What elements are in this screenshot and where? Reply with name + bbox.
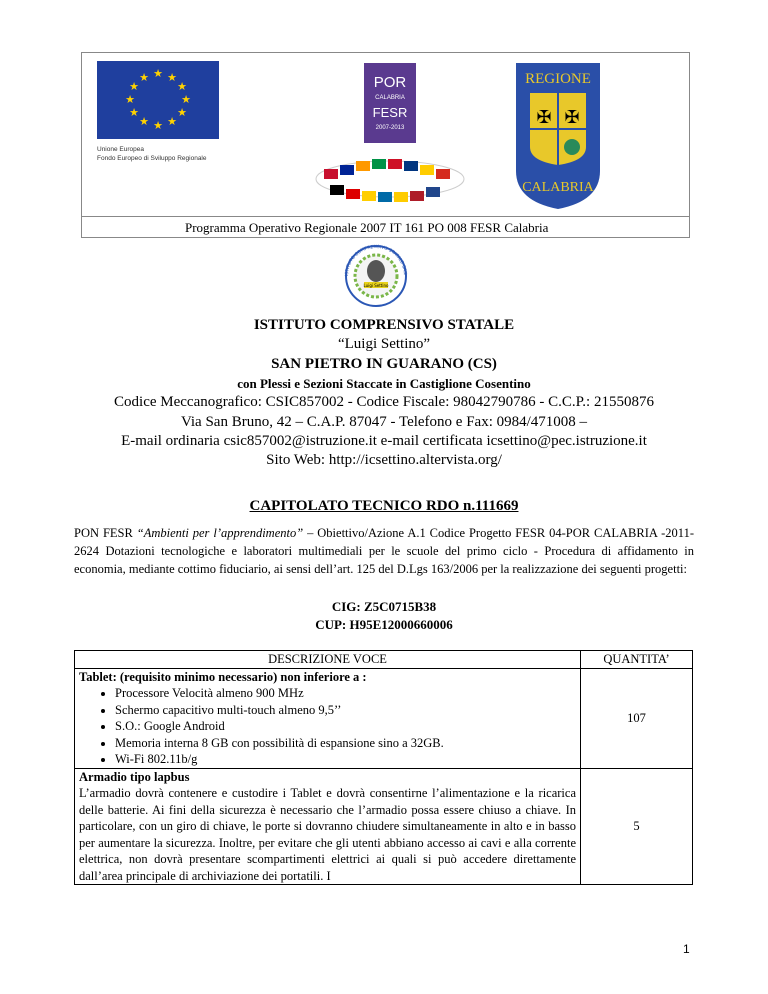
intro-rest: – Obiettivo/Azione A.1 Codice Progetto FESR 04-POR CALABRIA -2011-2624 Dotazioni tecnologiche e laboratori multimediali per le scuole del primo ciclo - Procedura di affidamento in economia, mediante cottimo fiduciario, ai sensi dell’art. 125 del D.Lgs 163/2006 per la realizzazione dei seguenti progetti:: [74, 526, 694, 576]
table-header-row: [75, 651, 693, 669]
svg-text:★: ★: [177, 80, 187, 93]
spec-list: [79, 685, 576, 768]
header-quantity: QUANTITA’: [581, 651, 693, 669]
intro-prefix: PON FESR: [74, 526, 137, 540]
svg-text:CALABRIA: CALABRIA: [522, 180, 594, 195]
svg-text:★: ★: [153, 67, 163, 80]
document-title: CAPITOLATO TECNICO RDO n.111669: [249, 498, 519, 514]
list-item: • S.O.: Google Android: [115, 718, 576, 735]
svg-text:FESR: FESR: [372, 105, 408, 120]
eu-flag-icon: [97, 61, 219, 139]
eu-caption-line-1: Unione Europea: [97, 146, 144, 153]
intro-italic: “Ambienti per l’apprendimento”: [136, 526, 304, 540]
eu-caption: [97, 145, 219, 163]
svg-text:★: ★: [167, 71, 177, 84]
school-town: SAN PIETRO IN GUARANO (CS): [271, 356, 497, 372]
svg-text:★: ★: [129, 80, 139, 93]
svg-text:2007-2013: 2007-2013: [375, 125, 405, 131]
svg-text:CALABRIA: CALABRIA: [375, 95, 405, 101]
eu-caption-line-2: Fondo Europeo di Sviluppo Regionale: [97, 155, 207, 162]
svg-text:✠: ✠: [564, 107, 580, 128]
cig-code: CIG: Z5C0715B38: [331, 599, 437, 614]
table-row: [75, 668, 693, 768]
list-item: • Wi-Fi 802.11b/g: [115, 751, 576, 768]
items-table: [74, 650, 693, 885]
school-dedication: “Luigi Settino”: [337, 336, 431, 352]
header-banner: [81, 52, 690, 238]
por-text: POR: [373, 74, 407, 91]
school-emails: E-mail ordinaria csic857002@istruzione.it e-mail certificata icsettino@pec.istruzione.it: [121, 433, 647, 449]
school-address: Via San Bruno, 42 – C.A.P. 87047 - Telefono e Fax: 0984/471008 –: [180, 414, 588, 430]
item-quantity: 107: [581, 668, 693, 768]
svg-text:REGIONE: REGIONE: [525, 71, 591, 87]
regione-calabria-logo: [512, 61, 604, 211]
por-fesr-logo: [310, 61, 470, 211]
item-description-cell: [75, 668, 581, 768]
svg-text:✠: ✠: [536, 107, 552, 128]
item-title: Tablet: (requisito minimo necessario) non inferiore a :: [79, 669, 367, 684]
school-website: Sito Web: http://icsettino.altervista.org/: [266, 452, 502, 468]
school-branches: con Plessi e Sezioni Staccate in Castiglione Cosentino: [237, 376, 531, 391]
item-text: L’armadio dovrà contenere e custodire i Tablet e dovrà consentirne l’alimentazione e la ricarica delle batterie. Ai fini della sicurezza è necessario che l’armadio possa essere chiuso a chiave. In particolare, con un giro di chiave, le porte si dovranno chiudere simultaneamente in alto e in basso per aumentare la sicurezza. Inoltre, per evitare che gli utenti abbiano accesso ai cavi e alla corrente elettrica, non dovrà presentare scompartimenti elettrici ai quali si può accedere direttamente dall’area principale di archiviazione dei portatili. I: [79, 786, 576, 883]
page-number: 1: [683, 942, 690, 956]
intro-paragraph: [74, 524, 694, 578]
cup-code: CUP: H95E12000660006: [315, 617, 453, 632]
svg-text:★: ★: [139, 71, 149, 84]
svg-text:★: ★: [129, 106, 139, 119]
svg-text:★: ★: [181, 93, 191, 106]
svg-text:★: ★: [177, 106, 187, 119]
list-item: • Memoria interna 8 GB con possibilità di espansione sino a 32GB.: [115, 735, 576, 752]
item-quantity: 5: [581, 768, 693, 885]
svg-text:ISTITUTO COMPRENSIVO STATALE S: ISTITUTO COMPRENSIVO STATALE SAN: [344, 244, 408, 277]
list-item: • Processore Velocità almeno 900 MHz: [115, 685, 576, 702]
program-caption: Programma Operativo Regionale 2007 IT 161 PO 008 FESR Calabria: [82, 216, 689, 237]
svg-text:★: ★: [167, 115, 177, 128]
school-codes: Codice Meccanografico: CSIC857002 - Codice Fiscale: 98042790786 - C.C.P.: 21550876: [114, 394, 654, 410]
svg-text:★: ★: [125, 93, 135, 106]
svg-text:Luigi Settino: Luigi Settino: [363, 283, 389, 288]
table-row: [75, 768, 693, 885]
svg-text:★: ★: [139, 115, 149, 128]
list-item: • Schermo capacitivo multi-touch almeno 9,5’’: [115, 702, 576, 719]
eu-logo: [97, 61, 219, 189]
school-name: ISTITUTO COMPRENSIVO STATALE: [253, 317, 515, 333]
school-seal-logo: [334, 244, 418, 308]
svg-text:★: ★: [153, 119, 163, 132]
header-description: DESCRIZIONE VOCE: [75, 651, 581, 669]
item-title: Armadio tipo lapbus: [79, 769, 190, 784]
item-description-cell: [75, 768, 581, 885]
